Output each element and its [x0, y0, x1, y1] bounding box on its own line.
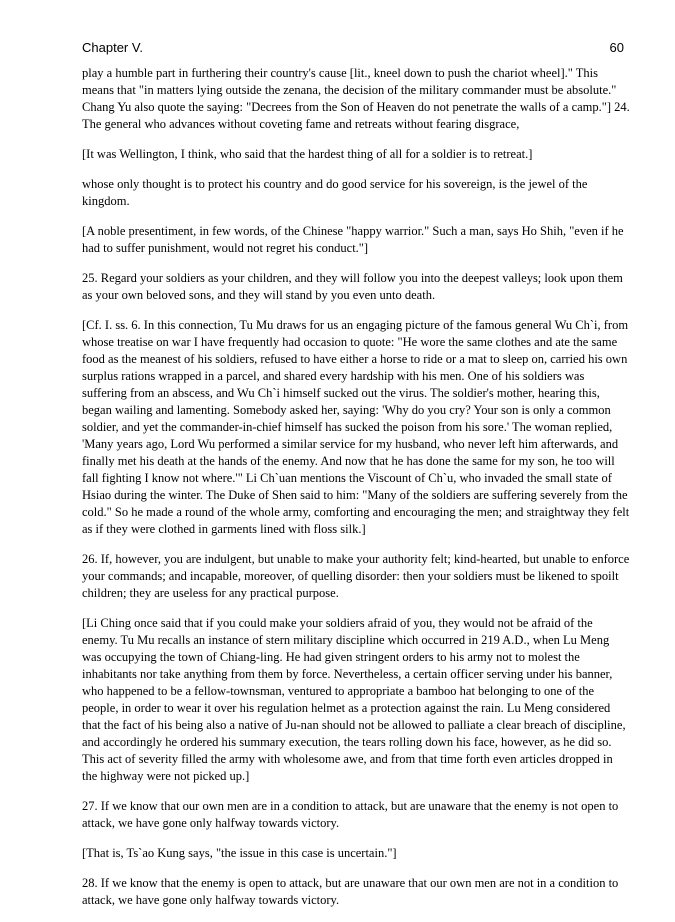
chapter-title: Chapter V.	[82, 40, 143, 55]
paragraph: 28. If we know that the enemy is open to attack, but are unaware that our own men are not in a condition to attack, we have gone only halfway towards victory.	[82, 876, 619, 907]
page-header	[82, 40, 624, 58]
page-number: 60	[609, 40, 624, 55]
paragraph: [That is, Ts`ao Kung says, "the issue in this case is uncertain."]	[82, 846, 397, 860]
paragraph: [Li Ching once said that if you could make your soldiers afraid of you, they would not be afraid of the enemy. Tu Mu recalls an instance of stern military discipline which occurred in 219 A.D., when Lu Meng was occupying the town of Chiang-ling. He had given stringent orders to his army not to molest the inhabitants nor take anything from them by force. Nevertheless, a certain officer serving under his banner, who happened to be a fellow-townsman, ventured to appropriate a bamboo hat belonging to one of the people, in order to wear it over his regulation helmet as a protection against the rain. Lu Meng considered that the fact of his being also a native of Ju-nan should not be allowed to palliate a clear breach of discipline, and accordingly he ordered his summary execution, the tears rolling down his face, however, as he did so. This act of severity filled the army with wholesome awe, and from that time forth even articles dropped in the highway were not picked up.]	[82, 616, 626, 783]
paragraph: whose only thought is to protect his country and do good service for his sovereign, is the jewel of the kingdom.	[82, 177, 588, 208]
paragraph: [A noble presentiment, in few words, of the Chinese "happy warrior." Such a man, says Ho Shih, "even if he had to suffer punishment, would not regret his conduct."]	[82, 224, 624, 255]
paragraph: 26. If, however, you are indulgent, but unable to make your authority felt; kind-hearted, but unable to enforce your commands; and incapable, moreover, of quelling disorder: then your soldiers must be likened to spoilt children; they are useless for any practical purpose.	[82, 552, 630, 600]
paragraph: 25. Regard your soldiers as your children, and they will follow you into the deepest valleys; look upon them as your own beloved sons, and they will stand by you even unto death.	[82, 271, 623, 302]
paragraph: 27. If we know that our own men are in a condition to attack, but are unaware that the enemy is not open to attack, we have gone only halfway towards victory.	[82, 799, 619, 830]
paragraph: [Cf. I. ss. 6. In this connection, Tu Mu draws for us an engaging picture of the famous general Wu Ch`i, from whose treatise on war I have frequently had occasion to quote: "He wore the same clothes and ate the same food as the meanest of his soldiers, refused to have either a horse to ride or a mat to sleep on, carried his own surplus rations wrapped in a parcel, and shared every hardship with his men. One of his soldiers was suffering from an abscess, and Wu Ch`i himself sucked out the virus. The soldier's mother, hearing this, began wailing and lamenting. Somebody asked her, saying: 'Why do you cry? Your son is only a common soldier, and yet the commander-in-chief himself has sucked the poison from his sore.' The woman replied, 'Many years ago, Lord Wu performed a similar service for my husband, who never left him afterwards, and finally met his death at the hands of the enemy. And now that he has done the same for my son, he too will fall fighting I know not where.'" Li Ch`uan mentions the Viscount of Ch`u, who invaded the small state of Hsiao during the winter. The Duke of Shen said to him: "Many of the soldiers are suffering severely from the cold." So he made a round of the whole army, comforting and encouraging the men; and straightway they felt as if they were clothed in garments lined with floss silk.]	[82, 318, 630, 536]
page-body	[82, 65, 630, 922]
paragraph: play a humble part in furthering their country's cause [lit., kneel down to push the chariot wheel]." This means that "in matters lying outside the zenana, the decision of the military commander must be absolute." Chang Yu also quote the saying: "Decrees from the Son of Heaven do not penetrate the walls of a camp."] 24. The general who advances without coveting fame and retreats without fearing disgrace,	[82, 66, 630, 131]
paragraph: [It was Wellington, I think, who said that the hardest thing of all for a soldier is to retreat.]	[82, 147, 533, 161]
